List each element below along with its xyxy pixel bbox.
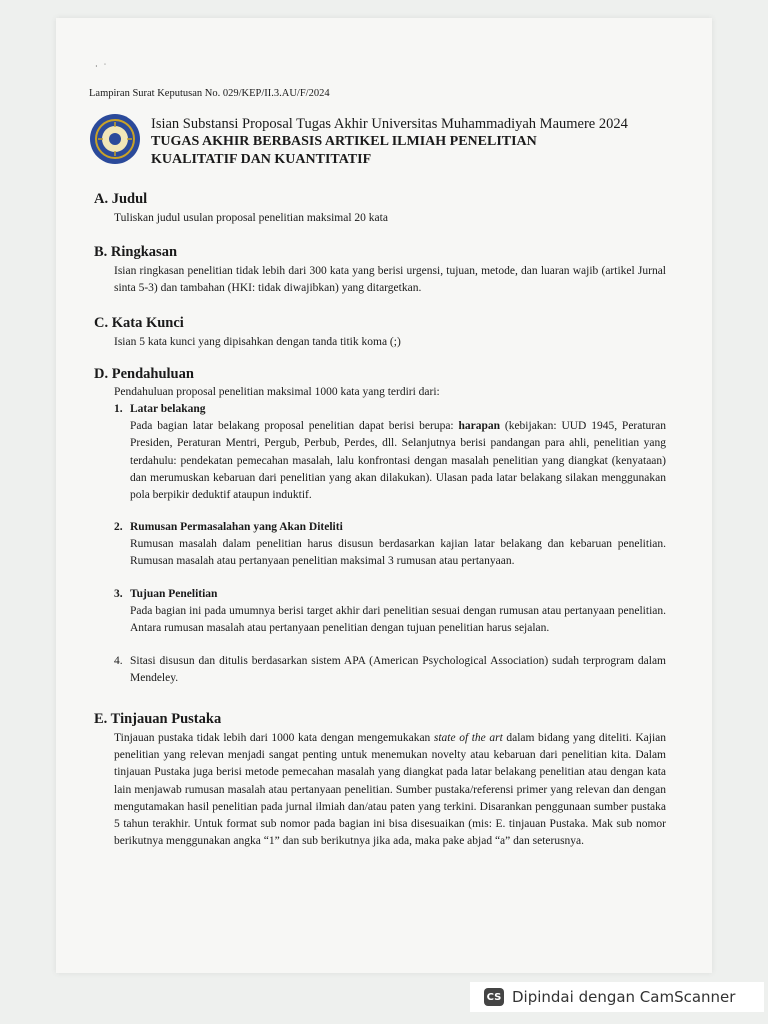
item-number: 4.: [114, 655, 123, 668]
section-tinjauan-pustaka: [94, 710, 666, 850]
section-title: B. Ringkasan: [94, 244, 178, 260]
item-body: Pada bagian ini pada umumnya berisi target akhir dari penelitian sesuai dengan rumusan atau pertanyaan penelitian. Antara rumusan masalah atau pertanyaan penelitian dengan tujuan penelitian harus sejalan.: [130, 604, 666, 634]
section-judul: [94, 190, 666, 227]
scan-specks: · ˙: [95, 62, 107, 71]
subsection-rumusan-masalah: [114, 519, 666, 570]
section-body: Isian 5 kata kunci yang dipisahkan dengan tanda titik koma (;): [114, 336, 401, 348]
item-title: Latar belakang: [130, 403, 206, 416]
subsection-sitasi: [114, 653, 666, 687]
reference-line: Lampiran Surat Keputusan No. 029/KEP/II.3.AU/F/2024: [89, 88, 330, 99]
section-title: E. Tinjauan Pustaka: [94, 711, 222, 727]
section-title: D. Pendahuluan: [94, 366, 194, 382]
item-title: Rumusan Permasalahan yang Akan Diteliti: [130, 521, 343, 534]
section-body: Tuliskan judul usulan proposal penelitian maksimal 20 kata: [114, 212, 388, 224]
section-intro: Pendahuluan proposal penelitian maksimal 1000 kata yang terdiri dari:: [114, 386, 440, 398]
item-body: Sitasi disusun dan ditulis berdasarkan sistem APA (American Psychological Association) sudah terprogram dalam Mendeley.: [130, 655, 666, 685]
item-number: 2.: [114, 521, 123, 534]
section-ringkasan: [94, 243, 666, 297]
section-pendahuluan: [94, 365, 666, 687]
section-body: Tinjauan pustaka tidak lebih dari 1000 kata dengan mengemukakan state of the art dalam bidang yang diteliti. Kajian penelitian yang relevan menjadi sangat penting untuk menemukan novelty atau kebaruan dari penelitian kita. Dalam tinjauan Pustaka juga berisi metode pemecahan masalah yang diangkat pada latar belakang penelitian atau dengan kata lain menjawab rumusan masalah atau pertanyaan penelitian. Sumber pustaka/referensi primer yang relevan dan dengan mengutamakan hasil penelitian pada jurnal ilmiah dan/atau paten yang terkini. Disarankan penggunaan sumber pustaka 5 tahun terakhir. Untuk format sub nomor pada bagian ini bisa disesuaikan (mis: E. tinjauan Pustaka. Mak sub nomor berikutnya menggunakan angka “1” dan sub berikutnya jika ada, maka pake abjad “a” dan seterusnya.: [114, 732, 667, 848]
watermark-text: Dipindai dengan CamScanner: [512, 988, 736, 1006]
subsection-latar-belakang: [114, 401, 666, 504]
camscanner-watermark: [470, 982, 764, 1012]
header-line-2: TUGAS AKHIR BERBASIS ARTIKEL ILMIAH PENELITIAN: [151, 134, 537, 149]
item-title: Tujuan Penelitian: [130, 587, 218, 600]
item-body: Rumusan masalah dalam penelitian harus disusun berdasarkan kajian latar belakang dan kebaruan penelitian. Rumusan masalah atau pertanyaan penelitian maksimal 3 rumusan atau pertanyaan.: [130, 538, 666, 568]
section-title: C. Kata Kunci: [94, 315, 184, 331]
camscanner-icon: CS: [484, 988, 504, 1006]
university-logo: [89, 113, 141, 165]
section-title: A. Judul: [94, 191, 148, 207]
section-body: Isian ringkasan penelitian tidak lebih dari 300 kata yang berisi urgensi, tujuan, metode, dan luaran wajib (artikel Jurnal sinta 5-3) dan tambahan (HKI: tidak diwajibkan) yang ditargetkan.: [114, 265, 666, 295]
item-number: 3.: [114, 587, 123, 600]
subsection-tujuan: [114, 586, 666, 637]
item-number: 1.: [114, 403, 123, 416]
item-body: Pada bagian latar belakang proposal penelitian dapat berisi berupa: harapan (kebijakan: UUD 1945, Peraturan Presiden, Peraturan Mentri, Pergub, Perbub, Perdes, dll. Selanjutnya berisi pandangan para ahli, penelitian yang terdahulu: pendekatan pemecahan masalah, lalu konfrontasi dengan masalah penelitian yang diangkat (kenyataan) dan merumuskan kebaruan dari penelitian yang akan dilakukan). Ulasan pada latar belakang silakan menggunakan pola berpikir deduktif ataupun induktif.: [130, 420, 666, 502]
section-kata-kunci: [94, 314, 666, 351]
document-header: [151, 115, 711, 169]
header-line-1: Isian Substansi Proposal Tugas Akhir Universitas Muhammadiyah Maumere 2024: [151, 116, 628, 132]
header-line-3: KUALITATIF DAN KUANTITATIF: [151, 152, 372, 167]
